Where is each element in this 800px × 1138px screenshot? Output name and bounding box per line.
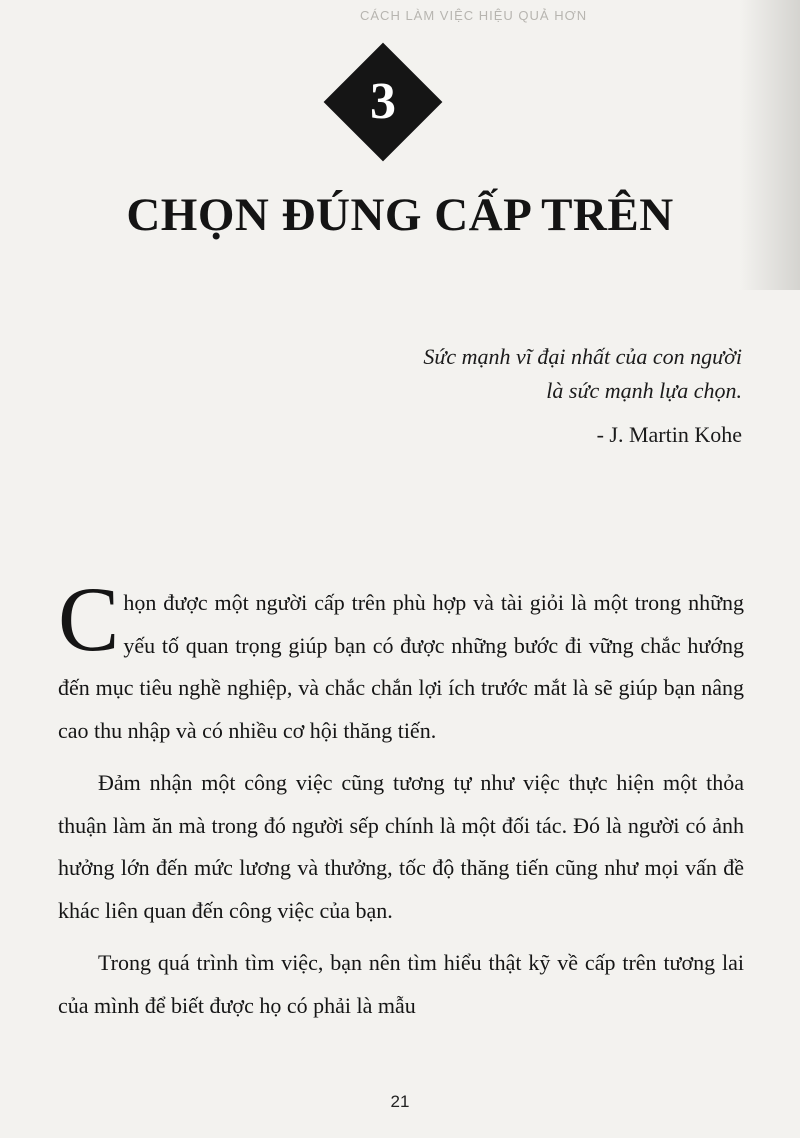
- chapter-number-badge: [323, 42, 443, 162]
- chapter-title: CHỌN ĐÚNG CẤP TRÊN: [126, 189, 674, 241]
- page-edge-shadow: [740, 0, 800, 290]
- paragraph-1-text: họn được một người cấp trên phù hợp và tài giỏi là một trong những yếu tố quan trọng giúp bạn có được những bước đi vững chắc hướng đến mục tiêu nghề nghiệp, và chắc chắn lợi ích trước mắt là sẽ giúp bạn nâng cao thu nhập và có nhiều cơ hội thăng tiến.: [58, 590, 744, 743]
- running-head: CÁCH LÀM VIỆC HIỆU QUẢ HƠN: [360, 8, 588, 23]
- chapter-number: 3: [370, 73, 396, 130]
- paragraph-1: [58, 568, 744, 752]
- page-number: 21: [390, 1092, 410, 1111]
- paragraph-2: Đảm nhận một công việc cũng tương tự như việc thực hiện một thỏa thuận làm ăn mà trong đó người sếp chính là một đối tác. Đó là người có ảnh hưởng lớn đến mức lương và thưởng, tốc độ thăng tiến cũng như mọi vấn đề khác liên quan đến công việc của bạn.: [58, 770, 744, 923]
- epigraph-quote: [423, 340, 742, 408]
- epigraph-line-1: Sức mạnh vĩ đại nhất của con người: [423, 344, 742, 369]
- body-text: [58, 568, 744, 1037]
- paragraph-3: Trong quá trình tìm việc, bạn nên tìm hiểu thật kỹ về cấp trên tương lai của mình để biết được họ có phải là mẫu: [58, 950, 744, 1018]
- epigraph-author: - J. Martin Kohe: [596, 422, 742, 447]
- drop-cap: C: [58, 568, 120, 670]
- epigraph-line-2: là sức mạnh lựa chọn.: [546, 378, 742, 403]
